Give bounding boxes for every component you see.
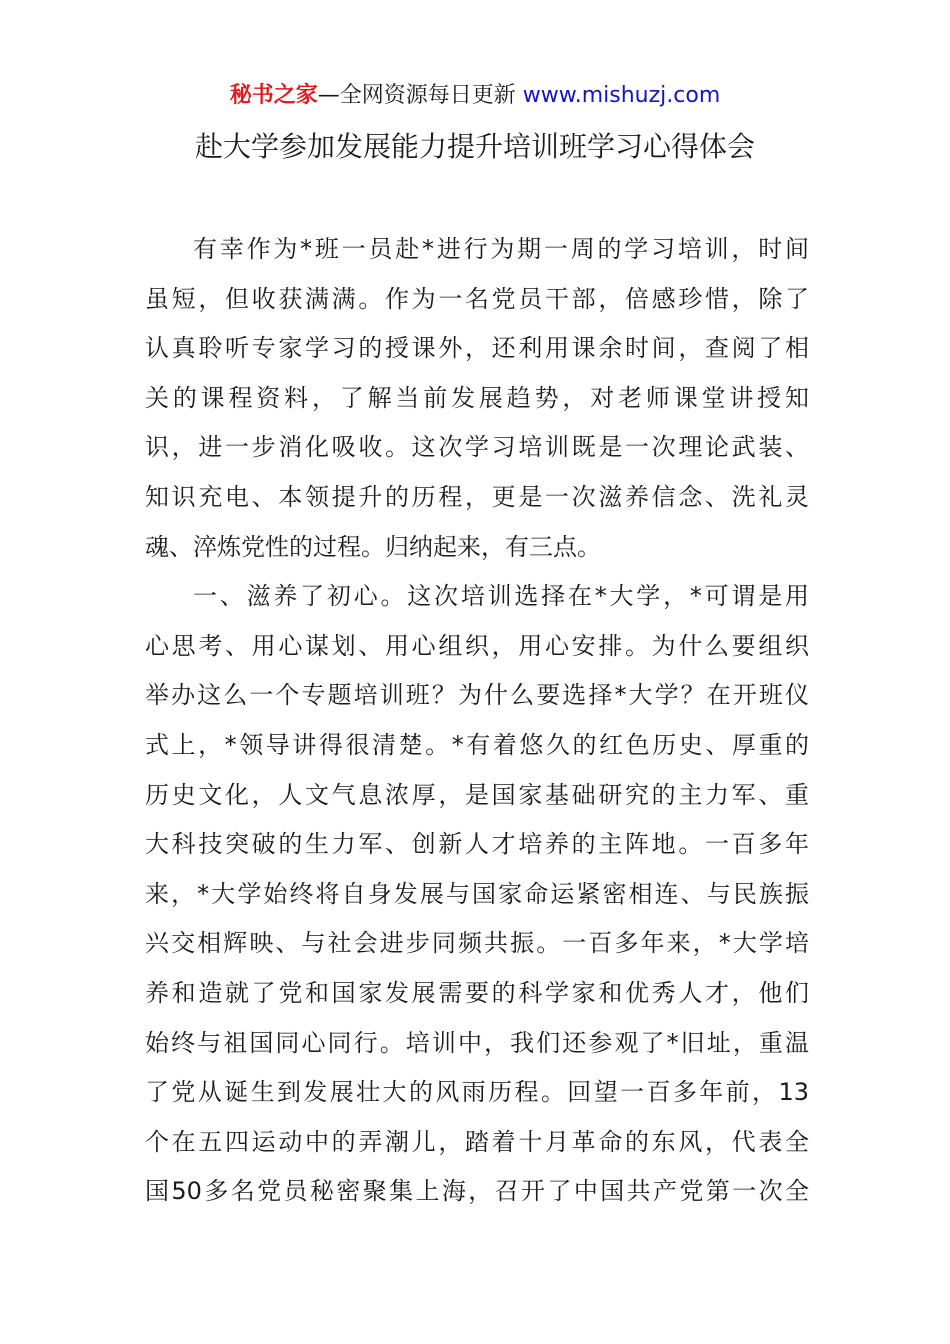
- paragraph-1-line-5: 识，进一步消化吸收。这次学习培训既是一次理论武装、: [145, 433, 809, 462]
- document-body: [145, 225, 809, 1217]
- site-header: [0, 80, 950, 112]
- paragraph-1-line-7: 魂、淬炼党性的过程。归纳起来，有三点。: [145, 532, 601, 561]
- paragraph-2-line-13: 国50多名党员秘密聚集上海，召开了中国共产党第一次全: [145, 1177, 809, 1206]
- paragraph-2-line-12: 个在五四运动中的弄潮儿，踏着十月革命的东风，代表全: [145, 1127, 809, 1156]
- paragraph-2-line-6: 大科技突破的生力军、创新人才培养的主阵地。一百多年: [145, 830, 809, 859]
- brand-name: 秘书之家: [229, 83, 318, 108]
- site-url-link[interactable]: www.mishuzj.com: [522, 83, 721, 108]
- paragraph-1-line-3: 认真聆听专家学习的授课外，还利用课余时间，查阅了相: [145, 334, 809, 363]
- paragraph-2-line-2: 心思考、用心谋划、用心组织，用心安排。为什么要组织: [145, 631, 809, 660]
- paragraph-2-line-8: 兴交相辉映、与社会进步同频共振。一百多年来，*大学培: [145, 929, 809, 958]
- paragraph-2-line-5: 历史文化，人文气息浓厚，是国家基础研究的主力军、重: [145, 780, 809, 809]
- paragraph-2-line-11: 了党从诞生到发展壮大的风雨历程。回望一百多年前，13: [145, 1078, 809, 1107]
- paragraph-2-line-7: 来，*大学始终将自身发展与国家命运紧密相连、与民族振: [145, 879, 809, 908]
- paragraph-2-line-4: 式上，*领导讲得很清楚。*有着悠久的红色历史、厚重的: [145, 730, 809, 759]
- paragraph-2-line-10: 始终与祖国同心同行。培训中，我们还参观了*旧址，重温: [145, 1028, 809, 1057]
- paragraph-2-line-9: 养和造就了党和国家发展需要的科学家和优秀人才，他们: [145, 978, 809, 1007]
- document-title: 赴大学参加发展能力提升培训班学习心得体会: [194, 130, 755, 163]
- paragraph-2-line-3: 举办这么一个专题培训班？为什么要选择*大学？在开班仪: [145, 681, 809, 710]
- paragraph-1-line-2: 虽短，但收获满满。作为一名党员干部，倍感珍惜，除了: [145, 284, 809, 313]
- header-slogan: —全网资源每日更新: [317, 83, 523, 108]
- paragraph-1-line-6: 知识充电、本领提升的历程，更是一次滋养信念、洗礼灵: [145, 482, 809, 511]
- paragraph-1-line-1: 有幸作为*班一员赴*进行为期一周的学习培训，时间: [193, 235, 809, 263]
- paragraph-1-line-4: 关的课程资料，了解当前发展趋势，对老师课堂讲授知: [145, 383, 809, 412]
- paragraph-2-line-1: 一、滋养了初心。这次培训选择在*大学，*可谓是用: [193, 582, 809, 611]
